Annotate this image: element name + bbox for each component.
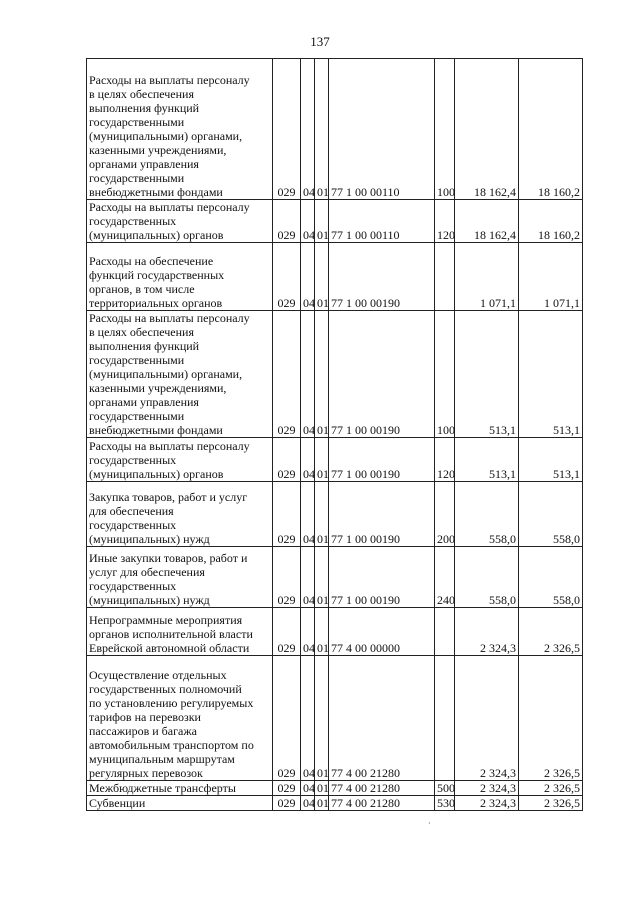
amount-year1-cell: 18 162,4 (455, 59, 519, 200)
target-article-cell: 77 1 00 00190 (329, 547, 435, 608)
amount-year2-cell: 2 326,5 (519, 796, 583, 811)
target-article-cell: 77 4 00 00000 (329, 608, 435, 656)
row-name-cell: Закупка товаров, работ и услуг для обеспечения государственных (муниципальных) нужд (87, 482, 273, 547)
expense-type-cell: 200 (435, 482, 455, 547)
grbs-code-cell: 029 (273, 311, 301, 438)
section-code-cell: 04 (301, 547, 315, 608)
table-row (87, 200, 583, 243)
section-code-cell: 04 (301, 243, 315, 311)
subsection-code-cell: 01 (315, 243, 329, 311)
expense-type-cell: 120 (435, 200, 455, 243)
row-name-cell: Субвенции (87, 796, 273, 811)
table-row (87, 796, 583, 811)
subsection-code-cell: 01 (315, 438, 329, 482)
row-name-cell: Расходы на выплаты персоналу государственных (муниципальных) органов (87, 438, 273, 482)
amount-year2-cell: 513,1 (519, 311, 583, 438)
table-row (87, 781, 583, 796)
amount-year1-cell: 558,0 (455, 547, 519, 608)
target-article-cell: 77 4 00 21280 (329, 796, 435, 811)
amount-year1-cell: 2 324,3 (455, 656, 519, 781)
amount-year1-cell: 513,1 (455, 438, 519, 482)
row-name-cell: Расходы на выплаты персоналу в целях обеспечения выполнения функций государственными (муниципальными) органами, казенными учреждениями, органами управления государственными внебюджетными фондами (87, 311, 273, 438)
table-row (87, 608, 583, 656)
amount-year1-cell: 558,0 (455, 482, 519, 547)
amount-year1-cell: 2 324,3 (455, 608, 519, 656)
row-name-cell: Осуществление отдельных государственных полномочий по установлению регулируемых тарифов на перевозки пассажиров и багажа автомобильным транспортом по муниципальным маршрутам регулярных перевозок (87, 656, 273, 781)
amount-year1-cell: 18 162,4 (455, 200, 519, 243)
subsection-code-cell: 01 (315, 781, 329, 796)
expense-type-cell (435, 656, 455, 781)
target-article-cell: 77 1 00 00190 (329, 438, 435, 482)
subsection-code-cell: 01 (315, 796, 329, 811)
target-article-cell: 77 1 00 00110 (329, 59, 435, 200)
amount-year2-cell: 2 326,5 (519, 781, 583, 796)
grbs-code-cell: 029 (273, 243, 301, 311)
amount-year2-cell: 2 326,5 (519, 608, 583, 656)
grbs-code-cell: 029 (273, 796, 301, 811)
subsection-code-cell: 01 (315, 482, 329, 547)
grbs-code-cell: 029 (273, 656, 301, 781)
table-row (87, 59, 583, 200)
section-code-cell: 04 (301, 796, 315, 811)
row-name-cell: Непрограммные мероприятия органов исполнительной власти Еврейской автономной области (87, 608, 273, 656)
section-code-cell: 04 (301, 438, 315, 482)
table-row (87, 547, 583, 608)
scan-speck: · (428, 819, 431, 828)
target-article-cell: 77 4 00 21280 (329, 656, 435, 781)
row-name-cell: Расходы на обеспечение функций государственных органов, в том числе территориальных органов (87, 243, 273, 311)
table-row (87, 243, 583, 311)
subsection-code-cell: 01 (315, 59, 329, 200)
subsection-code-cell: 01 (315, 608, 329, 656)
subsection-code-cell: 01 (315, 656, 329, 781)
section-code-cell: 04 (301, 482, 315, 547)
section-code-cell: 04 (301, 781, 315, 796)
table-row (87, 438, 583, 482)
grbs-code-cell: 029 (273, 547, 301, 608)
page-number: 137 (310, 34, 330, 49)
expense-type-cell: 530 (435, 796, 455, 811)
amount-year2-cell: 18 160,2 (519, 200, 583, 243)
subsection-code-cell: 01 (315, 200, 329, 243)
amount-year1-cell: 513,1 (455, 311, 519, 438)
expense-type-cell: 100 (435, 59, 455, 200)
amount-year1-cell: 1 071,1 (455, 243, 519, 311)
target-article-cell: 77 1 00 00190 (329, 482, 435, 547)
expense-type-cell: 120 (435, 438, 455, 482)
section-code-cell: 04 (301, 59, 315, 200)
grbs-code-cell: 029 (273, 200, 301, 243)
grbs-code-cell: 029 (273, 781, 301, 796)
target-article-cell: 77 1 00 00190 (329, 311, 435, 438)
amount-year2-cell: 558,0 (519, 482, 583, 547)
row-name-cell: Расходы на выплаты персоналу в целях обеспечения выполнения функций государственными (муниципальными) органами, казенными учреждениями, органами управления государственными внебюджетными фондами (87, 59, 273, 200)
table-row (87, 656, 583, 781)
section-code-cell: 04 (301, 656, 315, 781)
target-article-cell: 77 4 00 21280 (329, 781, 435, 796)
section-code-cell: 04 (301, 311, 315, 438)
row-name-cell: Расходы на выплаты персоналу государственных (муниципальных) органов (87, 200, 273, 243)
grbs-code-cell: 029 (273, 438, 301, 482)
amount-year2-cell: 558,0 (519, 547, 583, 608)
row-name-cell: Иные закупки товаров, работ и услуг для обеспечения государственных (муниципальных) нужд (87, 547, 273, 608)
subsection-code-cell: 01 (315, 311, 329, 438)
amount-year1-cell: 2 324,3 (455, 781, 519, 796)
grbs-code-cell: 029 (273, 59, 301, 200)
amount-year2-cell: 513,1 (519, 438, 583, 482)
amount-year2-cell: 18 160,2 (519, 59, 583, 200)
amount-year2-cell: 2 326,5 (519, 656, 583, 781)
row-name-cell: Межбюджетные трансферты (87, 781, 273, 796)
table-row (87, 311, 583, 438)
section-code-cell: 04 (301, 200, 315, 243)
expense-type-cell: 100 (435, 311, 455, 438)
grbs-code-cell: 029 (273, 482, 301, 547)
expense-type-cell (435, 243, 455, 311)
subsection-code-cell: 01 (315, 547, 329, 608)
section-code-cell: 04 (301, 608, 315, 656)
expense-type-cell (435, 608, 455, 656)
expense-type-cell: 240 (435, 547, 455, 608)
target-article-cell: 77 1 00 00110 (329, 200, 435, 243)
budget-table (86, 58, 583, 811)
grbs-code-cell: 029 (273, 608, 301, 656)
table-row (87, 482, 583, 547)
target-article-cell: 77 1 00 00190 (329, 243, 435, 311)
amount-year1-cell: 2 324,3 (455, 796, 519, 811)
expense-type-cell: 500 (435, 781, 455, 796)
amount-year2-cell: 1 071,1 (519, 243, 583, 311)
